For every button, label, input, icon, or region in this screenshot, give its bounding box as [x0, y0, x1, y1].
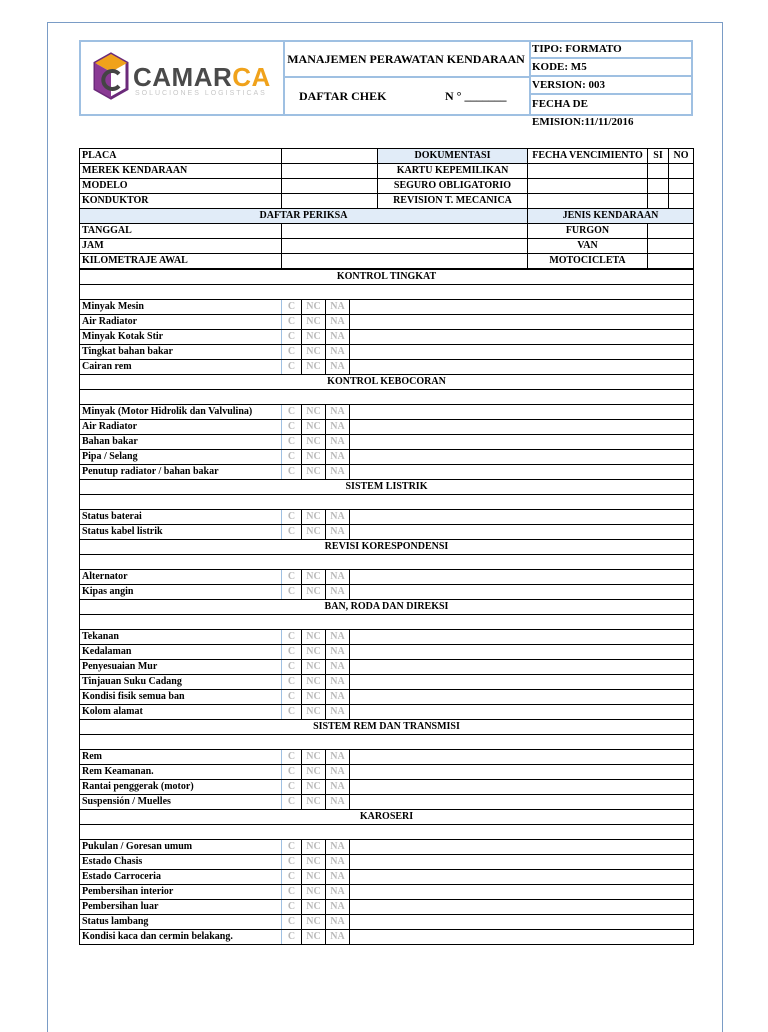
section-spacer — [80, 555, 694, 570]
option-c-box[interactable]: C — [282, 630, 302, 645]
meta-tipo: TIPO: FORMATO — [529, 42, 691, 59]
option-na-box[interactable]: NA — [326, 450, 350, 465]
no-header: NO — [669, 149, 694, 164]
section-spacer — [80, 615, 694, 630]
merek-label: MEREK KENDARAAN — [80, 164, 282, 179]
section-header: KONTROL TINGKAT — [80, 270, 694, 285]
remarks-field[interactable] — [350, 675, 694, 690]
vehicle-table — [79, 148, 694, 269]
remarks-field[interactable] — [350, 360, 694, 375]
vehicle-section — [79, 148, 693, 945]
checklist-item-label: Cairan rem — [80, 360, 282, 375]
jenis-option: VAN — [528, 239, 648, 254]
logo-tagline: SOLUCIONES LOGISTICAS — [135, 90, 267, 97]
option-na-box[interactable]: NA — [326, 630, 350, 645]
dokumentasi-header: DOKUMENTASI — [378, 149, 528, 164]
section-spacer — [80, 735, 694, 750]
option-nc-box[interactable]: NC — [302, 930, 326, 945]
checklist-item-label: Status kabel listrik — [80, 525, 282, 540]
option-c-box[interactable]: C — [282, 510, 302, 525]
option-c-box[interactable]: C — [282, 840, 302, 855]
remarks-field[interactable] — [350, 420, 694, 435]
option-c-box[interactable]: C — [282, 315, 302, 330]
logo-cell — [81, 42, 285, 114]
checklist-row — [80, 345, 694, 360]
option-c-box[interactable]: C — [282, 420, 302, 435]
option-na-box[interactable]: NA — [326, 885, 350, 900]
checklist-item-label: Pembersihan luar — [80, 900, 282, 915]
checklist-item-label: Pembersihan interior — [80, 885, 282, 900]
checklist-row — [80, 705, 694, 720]
remarks-field[interactable] — [350, 630, 694, 645]
doc-item: SEGURO OBLIGATORIO — [378, 179, 528, 194]
option-na-box[interactable]: NA — [326, 705, 350, 720]
option-na-box[interactable]: NA — [326, 300, 350, 315]
option-nc-box[interactable]: NC — [302, 315, 326, 330]
option-nc-box[interactable]: NC — [302, 675, 326, 690]
checklist-item-label: Tinjauan Suku Cadang — [80, 675, 282, 690]
option-c-box[interactable]: C — [282, 660, 302, 675]
option-c-box[interactable]: C — [282, 405, 302, 420]
option-nc-box[interactable]: NC — [302, 360, 326, 375]
option-na-box[interactable]: NA — [326, 870, 350, 885]
option-c-box[interactable]: C — [282, 360, 302, 375]
option-nc-box[interactable]: NC — [302, 885, 326, 900]
remarks-field[interactable] — [350, 570, 694, 585]
option-na-box[interactable]: NA — [326, 420, 350, 435]
option-nc-box[interactable]: NC — [302, 420, 326, 435]
doc-si-box[interactable] — [648, 194, 669, 209]
doc-date-field[interactable] — [528, 164, 648, 179]
remarks-field[interactable] — [350, 855, 694, 870]
checklist-row — [80, 405, 694, 420]
remarks-field[interactable] — [350, 795, 694, 810]
option-nc-box[interactable]: NC — [302, 795, 326, 810]
checklist-row — [80, 525, 694, 540]
jenis-kendaraan-header: JENIS KENDARAAN — [528, 209, 694, 224]
remarks-field[interactable] — [350, 510, 694, 525]
section-header: SISTEM LISTRIK — [80, 480, 694, 495]
meta-version: VERSION: 003 — [529, 77, 691, 95]
option-na-box[interactable]: NA — [326, 915, 350, 930]
option-c-box[interactable]: C — [282, 870, 302, 885]
remarks-field[interactable] — [350, 465, 694, 480]
option-c-box[interactable]: C — [282, 900, 302, 915]
checklist-item-label: Kipas angin — [80, 585, 282, 600]
doc-no-box[interactable] — [669, 179, 694, 194]
checklist-row — [80, 840, 694, 855]
option-na-box[interactable]: NA — [326, 645, 350, 660]
option-c-box[interactable]: C — [282, 780, 302, 795]
option-nc-box[interactable]: NC — [302, 465, 326, 480]
option-na-box[interactable]: NA — [326, 840, 350, 855]
option-na-box[interactable]: NA — [326, 330, 350, 345]
option-c-box[interactable]: C — [282, 525, 302, 540]
checklist-item-label: Rantai penggerak (motor) — [80, 780, 282, 795]
checklist-row — [80, 570, 694, 585]
option-nc-box[interactable]: NC — [302, 525, 326, 540]
checklist-row — [80, 510, 694, 525]
option-c-box[interactable]: C — [282, 915, 302, 930]
checklist-row — [80, 780, 694, 795]
logo-wordmark: CAMARCA — [133, 62, 271, 92]
option-na-box[interactable]: NA — [326, 405, 350, 420]
checklist-row — [80, 750, 694, 765]
checklist-item-label: Suspensión / Muelles — [80, 795, 282, 810]
checklist-table — [79, 269, 694, 945]
checklist-item-label: Pipa / Selang — [80, 450, 282, 465]
option-nc-box[interactable]: NC — [302, 750, 326, 765]
checklist-row — [80, 300, 694, 315]
placa-label: PLACA — [80, 149, 282, 164]
checklist-row — [80, 675, 694, 690]
placa-field[interactable] — [282, 149, 378, 164]
remarks-field[interactable] — [350, 900, 694, 915]
checklist-row — [80, 435, 694, 450]
remarks-field[interactable] — [350, 525, 694, 540]
remarks-field[interactable] — [350, 405, 694, 420]
checklist-item-label: Air Radiator — [80, 315, 282, 330]
form-number: N ° _______ — [445, 89, 507, 103]
checklist-item-label: Kondisi kaca dan cermin belakang. — [80, 930, 282, 945]
checklist-item-label: Minyak (Motor Hidrolik dan Valvulina) — [80, 405, 282, 420]
remarks-field[interactable] — [350, 840, 694, 855]
option-na-box[interactable]: NA — [326, 690, 350, 705]
option-nc-box[interactable]: NC — [302, 345, 326, 360]
option-c-box[interactable]: C — [282, 435, 302, 450]
option-c-box[interactable]: C — [282, 645, 302, 660]
kilometraje-field[interactable] — [282, 254, 528, 269]
option-c-box[interactable]: C — [282, 585, 302, 600]
checklist-row — [80, 765, 694, 780]
option-c-box[interactable]: C — [282, 705, 302, 720]
form-title: MANAJEMEN PERAWATAN KENDARAAN — [283, 42, 529, 78]
tanggal-label: TANGGAL — [80, 224, 282, 239]
checklist-item-label: Estado Chasis — [80, 855, 282, 870]
konduktor-field[interactable] — [282, 194, 378, 209]
jenis-option: MOTOCICLETA — [528, 254, 648, 269]
remarks-field[interactable] — [350, 765, 694, 780]
jenis-checkbox[interactable] — [648, 254, 694, 269]
option-nc-box[interactable]: NC — [302, 300, 326, 315]
option-c-box[interactable]: C — [282, 930, 302, 945]
checklist-row — [80, 915, 694, 930]
option-nc-box[interactable]: NC — [302, 870, 326, 885]
checklist-row — [80, 690, 694, 705]
checklist-row — [80, 465, 694, 480]
daftar-periksa-header: DAFTAR PERIKSA — [80, 209, 528, 224]
checklist-item-label: Air Radiator — [80, 420, 282, 435]
remarks-field[interactable] — [350, 300, 694, 315]
remarks-field[interactable] — [350, 750, 694, 765]
option-nc-box[interactable]: NC — [302, 765, 326, 780]
option-na-box[interactable]: NA — [326, 750, 350, 765]
doc-no-box[interactable] — [669, 164, 694, 179]
option-nc-box[interactable]: NC — [302, 510, 326, 525]
option-nc-box[interactable]: NC — [302, 705, 326, 720]
form-header — [79, 40, 693, 128]
doc-no-box[interactable] — [669, 194, 694, 209]
checklist-row — [80, 420, 694, 435]
option-c-box[interactable]: C — [282, 300, 302, 315]
option-na-box[interactable]: NA — [326, 675, 350, 690]
checklist-row — [80, 870, 694, 885]
option-na-box[interactable]: NA — [326, 360, 350, 375]
meta-cell — [529, 42, 691, 128]
checklist-item-label: Alternator — [80, 570, 282, 585]
option-c-box[interactable]: C — [282, 570, 302, 585]
option-na-box[interactable]: NA — [326, 855, 350, 870]
option-na-box[interactable]: NA — [326, 780, 350, 795]
section-header: KAROSERI — [80, 810, 694, 825]
doc-item: REVISION T. MECANICA — [378, 194, 528, 209]
option-c-box[interactable]: C — [282, 855, 302, 870]
meta-kode: KODE: M5 — [529, 59, 691, 77]
section-header: KONTROL KEBOCORAN — [80, 375, 694, 390]
konduktor-label: KONDUKTOR — [80, 194, 282, 209]
si-header: SI — [648, 149, 669, 164]
option-na-box[interactable]: NA — [326, 570, 350, 585]
remarks-field[interactable] — [350, 315, 694, 330]
remarks-field[interactable] — [350, 780, 694, 795]
remarks-field[interactable] — [350, 585, 694, 600]
remarks-field[interactable] — [350, 930, 694, 945]
checklist-item-label: Kolom alamat — [80, 705, 282, 720]
jenis-checkbox[interactable] — [648, 239, 694, 254]
remarks-field[interactable] — [350, 435, 694, 450]
option-nc-box[interactable]: NC — [302, 840, 326, 855]
checklist-row — [80, 855, 694, 870]
option-na-box[interactable]: NA — [326, 510, 350, 525]
option-nc-box[interactable]: NC — [302, 450, 326, 465]
remarks-field[interactable] — [350, 660, 694, 675]
checklist-row — [80, 900, 694, 915]
kilometraje-label: KILOMETRAJE AWAL — [80, 254, 282, 269]
option-nc-box[interactable]: NC — [302, 855, 326, 870]
option-c-box[interactable]: C — [282, 690, 302, 705]
option-c-box[interactable]: C — [282, 465, 302, 480]
fecha-vencimiento-header: FECHA VENCIMIENTO — [528, 149, 648, 164]
checklist-item-label: Penyesuaian Mur — [80, 660, 282, 675]
tanggal-field[interactable] — [282, 224, 528, 239]
checklist-item-label: Tekanan — [80, 630, 282, 645]
checklist-row — [80, 885, 694, 900]
section-spacer — [80, 285, 694, 300]
option-nc-box[interactable]: NC — [302, 915, 326, 930]
option-na-box[interactable]: NA — [326, 525, 350, 540]
option-na-box[interactable]: NA — [326, 315, 350, 330]
option-c-box[interactable]: C — [282, 750, 302, 765]
checklist-item-label: Minyak Mesin — [80, 300, 282, 315]
remarks-field[interactable] — [350, 885, 694, 900]
checklist-item-label: Tingkat bahan bakar — [80, 345, 282, 360]
option-nc-box[interactable]: NC — [302, 435, 326, 450]
checklist-item-label: Estado Carroceria — [80, 870, 282, 885]
option-na-box[interactable]: NA — [326, 585, 350, 600]
checklist-item-label: Kondisi fisik semua ban — [80, 690, 282, 705]
checklist-item-label: Status baterai — [80, 510, 282, 525]
option-nc-box[interactable]: NC — [302, 780, 326, 795]
section-spacer — [80, 390, 694, 405]
checklist-row — [80, 450, 694, 465]
option-na-box[interactable]: NA — [326, 435, 350, 450]
checklist-item-label: Rem Keamanan. — [80, 765, 282, 780]
option-nc-box[interactable]: NC — [302, 900, 326, 915]
checklist-row — [80, 645, 694, 660]
option-nc-box[interactable]: NC — [302, 630, 326, 645]
checklist-item-label: Status lambang — [80, 915, 282, 930]
remarks-field[interactable] — [350, 645, 694, 660]
checklist-item-label: Kedalaman — [80, 645, 282, 660]
option-na-box[interactable]: NA — [326, 900, 350, 915]
jenis-checkbox[interactable] — [648, 224, 694, 239]
checklist-row — [80, 585, 694, 600]
checklist-item-label: Bahan bakar — [80, 435, 282, 450]
checklist-item-label: Penutup radiator / bahan bakar — [80, 465, 282, 480]
option-nc-box[interactable]: NC — [302, 660, 326, 675]
section-spacer — [80, 495, 694, 510]
merek-field[interactable] — [282, 164, 378, 179]
option-c-box[interactable]: C — [282, 765, 302, 780]
option-nc-box[interactable]: NC — [302, 570, 326, 585]
option-nc-box[interactable]: NC — [302, 405, 326, 420]
option-c-box[interactable]: C — [282, 675, 302, 690]
option-nc-box[interactable]: NC — [302, 330, 326, 345]
option-na-box[interactable]: NA — [326, 795, 350, 810]
option-c-box[interactable]: C — [282, 450, 302, 465]
section-header: BAN, RODA DAN DIREKSI — [80, 600, 694, 615]
doc-date-field[interactable] — [528, 179, 648, 194]
modelo-field[interactable] — [282, 179, 378, 194]
camarca-logo-icon — [91, 50, 131, 102]
section-header: SISTEM REM DAN TRANSMISI — [80, 720, 694, 735]
jenis-option: FURGON — [528, 224, 648, 239]
option-c-box[interactable]: C — [282, 885, 302, 900]
checklist-row — [80, 315, 694, 330]
option-na-box[interactable]: NA — [326, 930, 350, 945]
checklist-row — [80, 660, 694, 675]
jam-field[interactable] — [282, 239, 528, 254]
jam-label: JAM — [80, 239, 282, 254]
remarks-field[interactable] — [350, 705, 694, 720]
option-c-box[interactable]: C — [282, 795, 302, 810]
checklist-row — [80, 930, 694, 945]
option-na-box[interactable]: NA — [326, 660, 350, 675]
section-spacer — [80, 825, 694, 840]
option-na-box[interactable]: NA — [326, 345, 350, 360]
option-nc-box[interactable]: NC — [302, 690, 326, 705]
remarks-field[interactable] — [350, 870, 694, 885]
modelo-label: MODELO — [80, 179, 282, 194]
remarks-field[interactable] — [350, 345, 694, 360]
option-c-box[interactable]: C — [282, 345, 302, 360]
option-na-box[interactable]: NA — [326, 765, 350, 780]
option-nc-box[interactable]: NC — [302, 645, 326, 660]
remarks-field[interactable] — [350, 690, 694, 705]
doc-si-box[interactable] — [648, 179, 669, 194]
checklist-row — [80, 630, 694, 645]
option-na-box[interactable]: NA — [326, 465, 350, 480]
checklist-row — [80, 330, 694, 345]
doc-date-field[interactable] — [528, 194, 648, 209]
option-nc-box[interactable]: NC — [302, 585, 326, 600]
remarks-field[interactable] — [350, 330, 694, 345]
checklist-row — [80, 360, 694, 375]
remarks-field[interactable] — [350, 450, 694, 465]
checklist-item-label: Pukulan / Goresan umum — [80, 840, 282, 855]
doc-item: KARTU KEPEMILIKAN — [378, 164, 528, 179]
section-header: REVISI KORESPONDENSI — [80, 540, 694, 555]
title-cell — [283, 42, 531, 114]
checklist-item-label: Minyak Kotak Stir — [80, 330, 282, 345]
checklist-row — [80, 795, 694, 810]
option-c-box[interactable]: C — [282, 330, 302, 345]
doc-si-box[interactable] — [648, 164, 669, 179]
remarks-field[interactable] — [350, 915, 694, 930]
checklist-item-label: Rem — [80, 750, 282, 765]
form-subtitle: DAFTAR CHEK — [299, 89, 387, 103]
meta-fecha: FECHA DE EMISION:11/11/2016 — [532, 98, 634, 128]
